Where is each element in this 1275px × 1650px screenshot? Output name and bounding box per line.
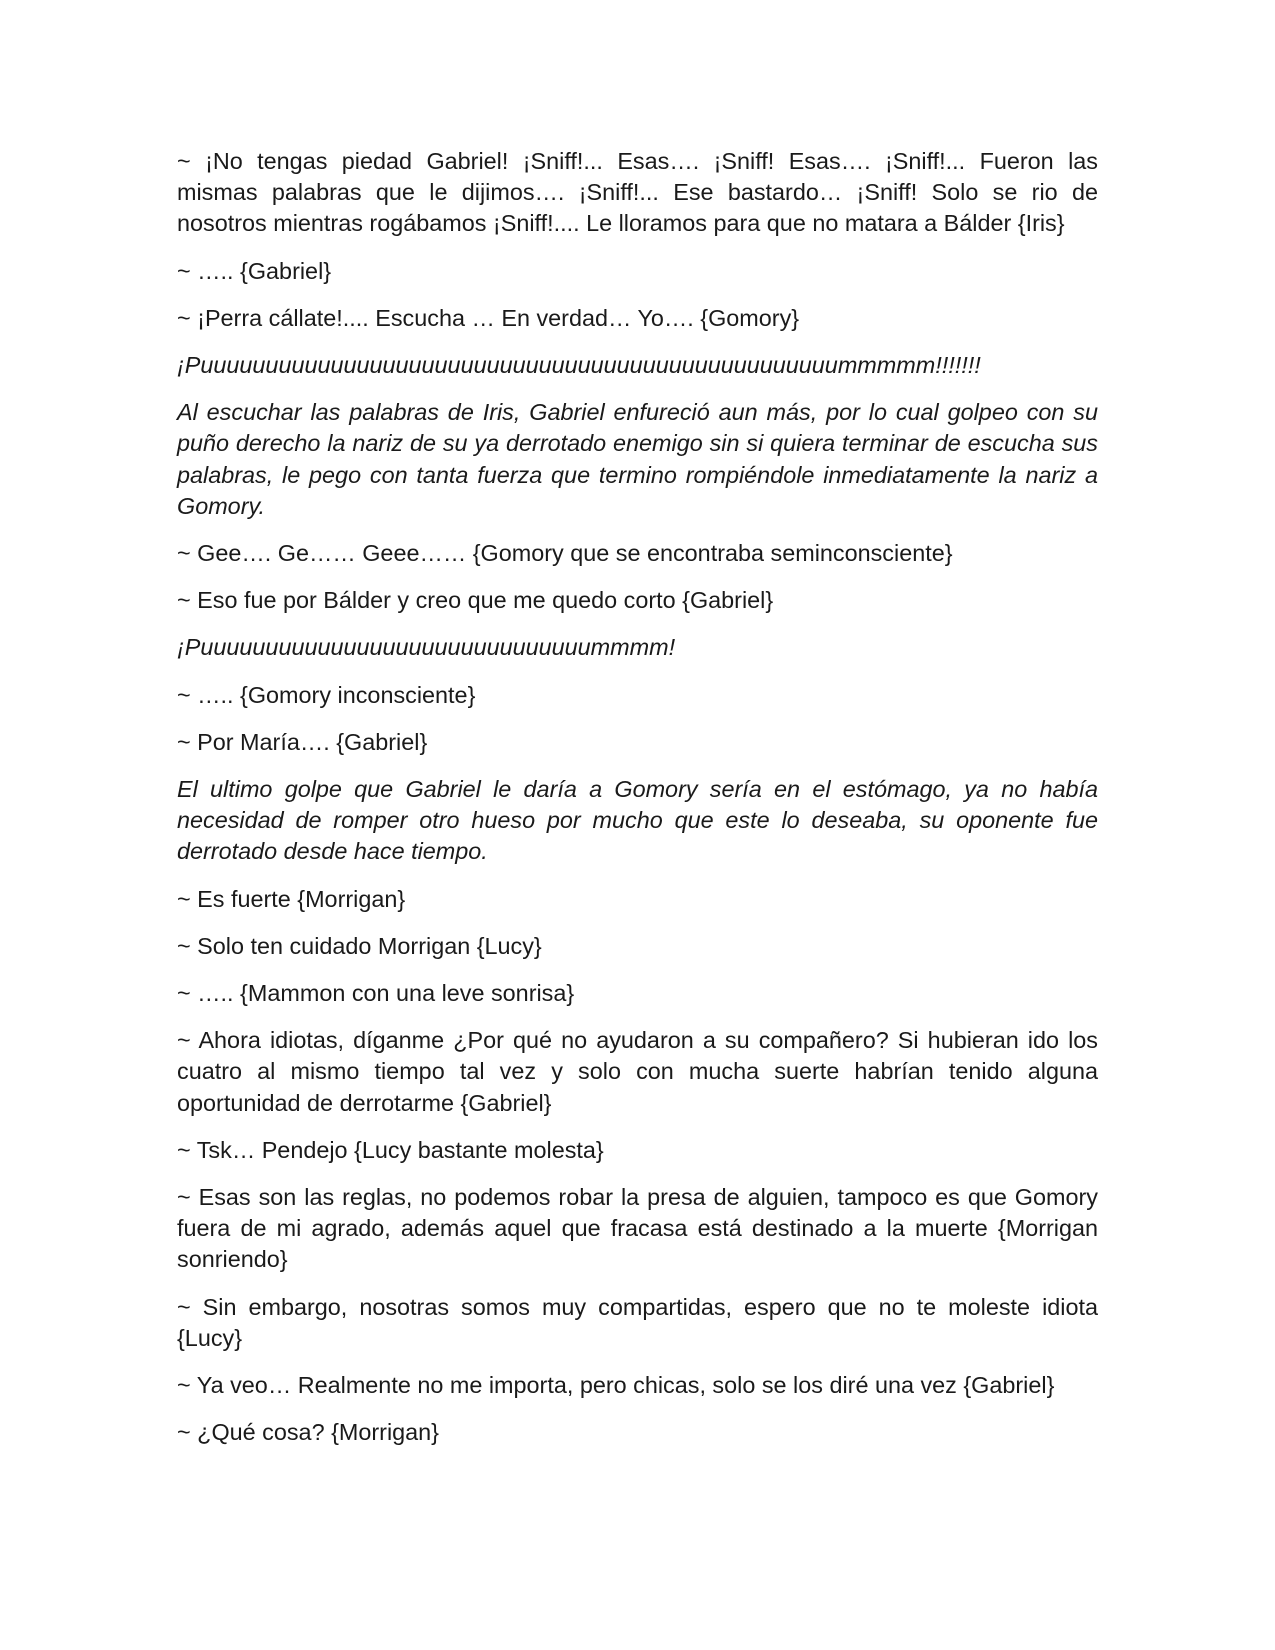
dialogue-line: ~ Gee…. Ge…… Geee…… {Gomory que se encontraba seminconsciente} [177,540,953,567]
dialogue-line: ~ ¡No tengas piedad Gabriel! ¡Sniff!... Esas…. ¡Sniff! Esas…. ¡Sniff!... Fueron las mismas palabras que le dijimos…. ¡Sniff!... Ese bastardo… ¡Sniff! Solo se rio de nosotros mientras rogábamos ¡Sniff!.... Le lloramos para que no matara a Bálder {Iris} [177,148,1098,237]
narration-paragraph: Al escuchar las palabras de Iris, Gabriel enfureció aun más, por lo cual golpeo con su puño derecho la nariz de su ya derrotado enemigo sin si quiera terminar de escucha sus palabras, le pego con tanta fuerza que termino rompiéndole inmediatamente la nariz a Gomory. [177,399,1098,519]
dialogue-line: ~ ¿Qué cosa? {Morrigan} [177,1419,439,1446]
dialogue-line: ~ Es fuerte {Morrigan} [177,885,406,912]
narration-line: ¡Puuuuuuuuuuuuuuuuuuuuuuuuuuuuuummmm! [177,634,676,661]
dialogue-line: ~ Tsk… Pendejo {Lucy bastante molesta} [177,1136,604,1163]
dialogue-line: ~ Eso fue por Bálder y creo que me quedo corto {Gabriel} [177,587,774,614]
dialogue-line: ~ Ya veo… Realmente no me importa, pero chicas, solo se los diré una vez {Gabriel} [177,1372,1055,1399]
dialogue-line: ~ ….. {Gomory inconsciente} [177,681,476,708]
document-page [177,146,1098,1465]
dialogue-line: ~ ¡Perra cállate!.... Escucha … En verdad… Yo…. {Gomory} [177,304,800,331]
dialogue-line: ~ Ahora idiotas, díganme ¿Por qué no ayudaron a su compañero? Si hubieran ido los cuatro al mismo tiempo tal vez y solo con mucha suerte habrían tenido alguna oportunidad de derrotarme {Gabriel} [177,1027,1098,1116]
dialogue-line: ~ Sin embargo, nosotras somos muy compartidas, espero que no te moleste idiota {Lucy} [177,1293,1098,1351]
dialogue-line: ~ Solo ten cuidado Morrigan {Lucy} [177,932,542,959]
dialogue-line: ~ Esas son las reglas, no podemos robar la presa de alguien, tampoco es que Gomory fuera de mi agrado, además aquel que fracasa está destinado a la muerte {Morrigan sonriendo} [177,1184,1098,1273]
narration-paragraph: El ultimo golpe que Gabriel le daría a Gomory sería en el estómago, ya no había necesidad de romper otro hueso por mucho que este lo deseaba, su oponente fue derrotado desde hace tiempo. [177,776,1098,865]
dialogue-line: ~ ….. {Gabriel} [177,257,332,284]
dialogue-line: ~ Por María…. {Gabriel} [177,728,428,755]
narration-line: ¡Puuuuuuuuuuuuuuuuuuuuuuuuuuuuuuuuuuuuuuuuuuuuuuuuummmmm!!!!!!! [177,352,981,379]
dialogue-line: ~ ….. {Mammon con una leve sonrisa} [177,980,575,1007]
